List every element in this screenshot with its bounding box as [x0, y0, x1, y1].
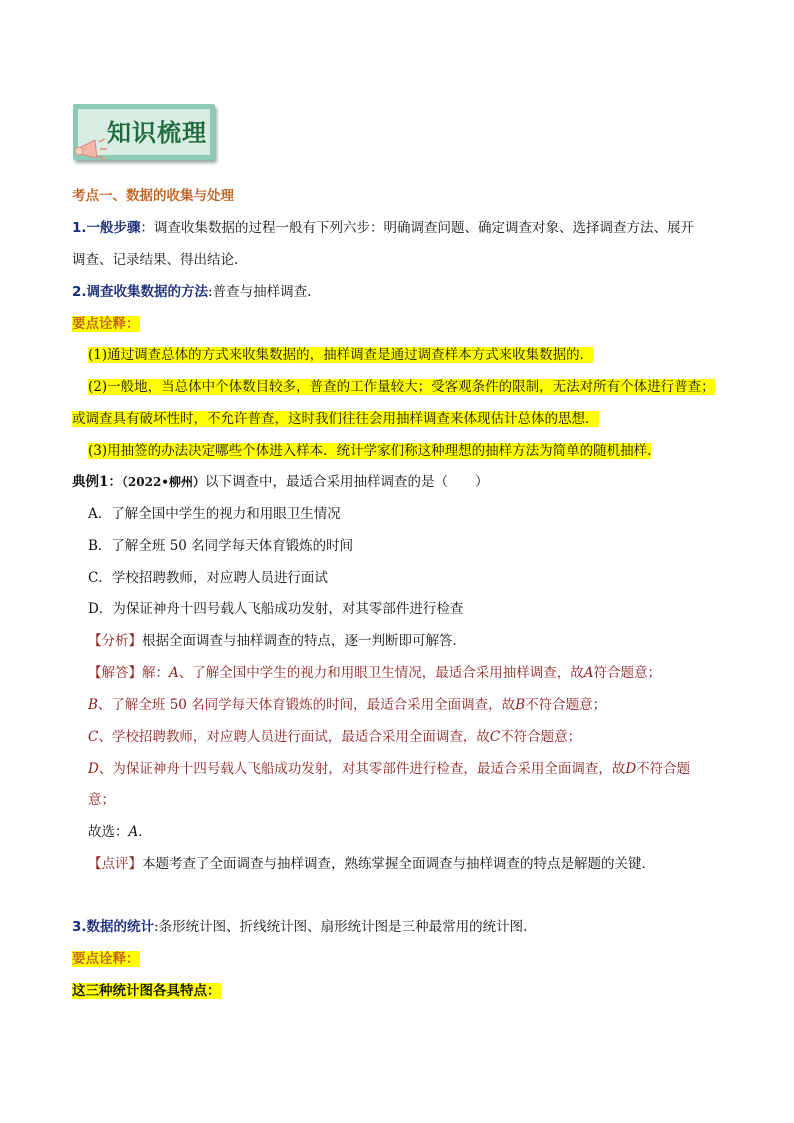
note-1: (1)通过调查总体的方式来收集数据的，抽样调查是通过调查样本方式来收集数据的． [88, 347, 594, 363]
answer-b-letter: B [88, 697, 98, 713]
comment-text: 本题考查了全面调查与抽样调查，熟练掌握全面调查与抽样调查的特点是解题的关键． [142, 856, 655, 872]
note-3-line [88, 442, 651, 460]
comment-line [88, 855, 655, 873]
answer-d-letter: D [88, 761, 99, 777]
banner-title: 知识梳理 [107, 119, 207, 147]
note-3: (3)用抽签的办法决定哪些个体进入样本．统计学家们称这种理想的抽样方法为简单的随机抽样. [88, 443, 652, 459]
item3-text: :条形统计图、折线统计图、扇形统计图是三种最常用的统计图. [154, 919, 528, 935]
option-a: A．了解全国中学生的视力和用眼卫生情况 [88, 506, 341, 522]
answer-b-tail: 不符合题意； [525, 697, 607, 713]
final-line [72, 982, 221, 1000]
answer-d-letter2: D [625, 761, 637, 777]
answer-a-tail: 符合题意； [593, 665, 661, 681]
comment-tag: 【点评】 [88, 856, 142, 872]
answer-a-text: 、了解全国中学生的视力和用眼卫生情况，最适合采用抽样调查，故 [178, 665, 584, 681]
analysis-tag: 【分析】 [88, 633, 142, 649]
answer-line-d [88, 760, 690, 778]
answer-d-text: 、为保证神舟十四号载人飞船成功发射，对其零部件进行检查，最适合采用全面调查，故 [98, 761, 626, 777]
item3-label: 3.数据的统计 [72, 919, 155, 935]
answer-c-letter: C [88, 729, 99, 745]
answer-wrap: 意； [88, 792, 115, 808]
option-b: B．了解全班 50 名同学每天体育锻炼的时间 [88, 538, 354, 554]
answer-tag: 【解答】 [88, 665, 142, 681]
example-question: 以下调查中，最适合采用抽样调查的是（ ） [204, 474, 489, 490]
answer-c-tail: 不符合题意； [500, 729, 582, 745]
note-2-cont: 或调查具有破坏性时，不允许普查，这时我们往往会用抽样调查来体现估计总体的思想． [72, 411, 599, 427]
example-source: （2022•柳州） [121, 475, 205, 489]
example-label: 典例1： [72, 474, 122, 490]
note-2-line [88, 378, 715, 396]
choice-value: A [128, 824, 139, 840]
section-banner [73, 104, 217, 164]
note1-heading-line [72, 315, 140, 333]
item2-line [72, 283, 311, 301]
answer-b-letter2: B [515, 697, 526, 713]
item2-label: 2.调查收集数据的方法 [72, 284, 209, 300]
item1-label: 1.一般步骤 [72, 220, 141, 236]
answer-b-text: 、了解全班 50 名同学每天体育锻炼的时间，最适合采用全面调查，故 [97, 697, 516, 713]
answer-a-letter2: A [583, 665, 594, 681]
option-c: C．学校招聘教师，对应聘人员进行面试 [88, 570, 328, 586]
item3-line [72, 918, 527, 936]
option-d: D．为保证神舟十四号载人飞船成功发射，对其零部件进行检查 [88, 601, 464, 617]
answer-d-tail: 不符合题 [636, 761, 691, 777]
note2-heading: 要点诠释： [72, 951, 140, 967]
answer-line-a [88, 664, 661, 682]
choice-prefix: 故选： [88, 824, 129, 840]
example-question-line [72, 473, 488, 491]
megaphone-icon [73, 136, 109, 166]
note-2: (2)一般地，当总体中个体数目较多，普查的工作量较大；受客观条件的限制，无法对所有个体进行普查； [88, 379, 715, 395]
answer-lead: 解： [142, 665, 169, 681]
answer-line-b [88, 696, 606, 714]
answer-c-text: 、学校招聘教师，对应聘人员进行面试，最适合采用全面调查，故 [98, 729, 490, 745]
item1-text-b: 调查、记录结果、得出结论． [72, 252, 248, 268]
note2-heading-line [72, 950, 140, 968]
note-1-line [88, 346, 593, 364]
section-heading: 考点一、数据的收集与处理 [72, 188, 234, 204]
note1-heading: 要点诠释： [72, 316, 140, 332]
final-text: 这三种统计图各具特点： [72, 983, 221, 999]
item1-line1 [72, 219, 694, 237]
analysis-line [88, 632, 466, 650]
answer-line-c [88, 728, 581, 746]
item2-text: :普查与抽样调查. [208, 284, 312, 300]
item1-text-a: ：调查收集数据的过程一般有下列六步：明确调查问题、确定调查对象、选择调查方法、展开 [140, 220, 695, 236]
note-2-cont-line [72, 410, 599, 428]
answer-c-letter2: C [489, 729, 501, 745]
choice-suffix: ． [138, 824, 152, 840]
choice-line [88, 823, 152, 841]
answer-a-letter: A [169, 665, 179, 681]
analysis-text: 根据全面调查与抽样调查的特点，逐一判断即可解答． [142, 633, 466, 649]
